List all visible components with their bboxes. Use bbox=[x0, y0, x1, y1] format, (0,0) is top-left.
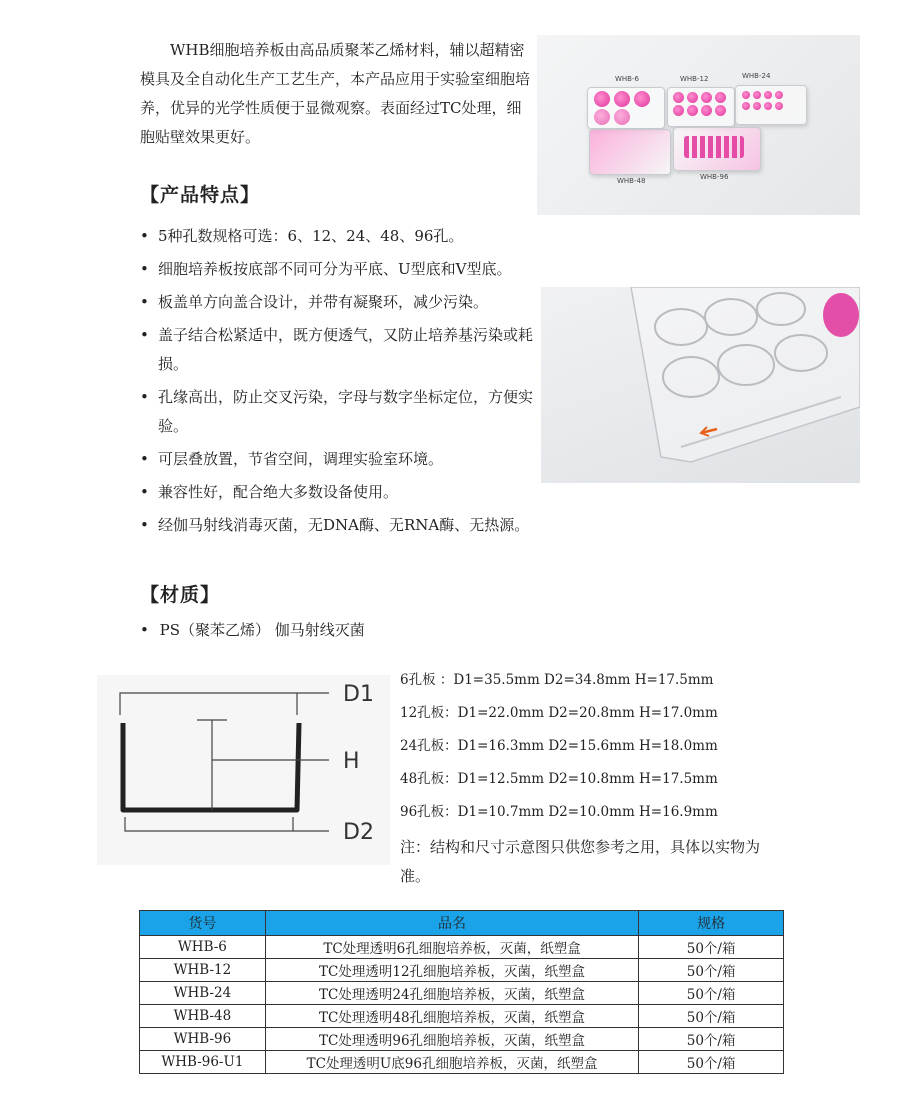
label-d2: D2 bbox=[343, 820, 374, 845]
dimension-specs bbox=[400, 664, 780, 891]
intro-paragraph: WHB细胞培养板由高品质聚苯乙烯材料，辅以超精密模具及全自动化生产工艺生产，本产品应用于实验室细胞培养，优异的光学性质便于显微观察。表面经过TC处理，细胞贴壁效果更好。 bbox=[140, 41, 531, 146]
well-closeup-illustration bbox=[541, 287, 860, 483]
cell-spec: 50个/箱 bbox=[639, 982, 784, 1005]
cell-product-name: TC处理透明48孔细胞培养板，灭菌，纸塑盒 bbox=[265, 1005, 638, 1028]
cell-product-name: TC处理透明6孔细胞培养板，灭菌，纸塑盒 bbox=[265, 936, 638, 959]
feature-item: • 兼容性好，配合绝大多数设备使用。 bbox=[140, 483, 399, 501]
table-row bbox=[140, 936, 784, 959]
spec-row: 12孔板：D1=22.0mm D2=20.8mm H=17.0mm bbox=[400, 705, 718, 721]
cell-product-name: TC处理透明12孔细胞培养板，灭菌，纸塑盒 bbox=[265, 959, 638, 982]
features-list bbox=[140, 222, 540, 544]
photo-label-whb-96: WHB-96 bbox=[700, 173, 729, 181]
cell-sku: WHB-96 bbox=[140, 1028, 266, 1051]
cell-sku: WHB-48 bbox=[140, 1005, 266, 1028]
table-row bbox=[140, 1005, 784, 1028]
label-d1: D1 bbox=[343, 682, 374, 707]
cell-spec: 50个/箱 bbox=[639, 1028, 784, 1051]
photo-label-whb-24: WHB-24 bbox=[742, 72, 771, 80]
table-row bbox=[140, 959, 784, 982]
feature-item: • 细胞培养板按底部不同可分为平底、U型底和V型底。 bbox=[140, 260, 512, 278]
cell-sku: WHB-12 bbox=[140, 959, 266, 982]
spec-row: 6孔板 ：D1=35.5mm D2=34.8mm H=17.5mm bbox=[400, 672, 714, 688]
feature-item: • 可层叠放置，节省空间，调理实验室环境。 bbox=[140, 450, 444, 468]
spec-row: 24孔板：D1=16.3mm D2=15.6mm H=18.0mm bbox=[400, 738, 718, 754]
dimension-diagram bbox=[97, 675, 390, 865]
feature-item: • 经伽马射线消毒灭菌，无DNA酶、无RNA酶、无热源。 bbox=[140, 516, 530, 534]
feature-item: • 5种孔数规格可选：6、12、24、48、96孔。 bbox=[140, 227, 464, 245]
cell-spec: 50个/箱 bbox=[639, 959, 784, 982]
spec-row: 96孔板：D1=10.7mm D2=10.0mm H=16.9mm bbox=[400, 804, 718, 820]
cell-product-name: TC处理透明96孔细胞培养板，灭菌，纸塑盒 bbox=[265, 1028, 638, 1051]
material-title: 【材质】 bbox=[140, 584, 221, 606]
table-row bbox=[140, 1051, 784, 1074]
feature-item: • 板盖单方向盖合设计，并带有凝聚环，减少污染。 bbox=[140, 293, 489, 311]
spec-row: 48孔板：D1=12.5mm D2=10.8mm H=17.5mm bbox=[400, 771, 718, 787]
product-photo-plates bbox=[537, 35, 860, 215]
cell-spec: 50个/箱 bbox=[639, 936, 784, 959]
table-header-row bbox=[140, 911, 784, 936]
product-photo-closeup bbox=[541, 287, 860, 483]
cell-spec: 50个/箱 bbox=[639, 1005, 784, 1028]
well-cross-section bbox=[97, 675, 390, 865]
cell-product-name: TC处理透明24孔细胞培养板，灭菌，纸塑盒 bbox=[265, 982, 638, 1005]
cell-sku: WHB-96-U1 bbox=[140, 1051, 266, 1074]
table-row bbox=[140, 1028, 784, 1051]
header-spec: 规格 bbox=[639, 911, 784, 936]
cell-sku: WHB-24 bbox=[140, 982, 266, 1005]
photo-label-whb-48: WHB-48 bbox=[617, 177, 646, 185]
photo-label-whb-6: WHB-6 bbox=[615, 75, 639, 83]
features-title: 【产品特点】 bbox=[140, 184, 261, 206]
cell-sku: WHB-6 bbox=[140, 936, 266, 959]
header-product-name: 品名 bbox=[265, 911, 638, 936]
photo-label-whb-12: WHB-12 bbox=[680, 75, 709, 83]
label-h: H bbox=[343, 749, 360, 774]
spec-note: 注：结构和尺寸示意图只供您参考之用，具体以实物为准。 bbox=[400, 838, 761, 885]
cell-spec: 50个/箱 bbox=[639, 1051, 784, 1074]
cell-product-name: TC处理透明U底96孔细胞培养板，灭菌，纸塑盒 bbox=[265, 1051, 638, 1074]
feature-item: • 孔缘高出，防止交叉污染，字母与数字坐标定位，方便实验。 bbox=[140, 388, 534, 435]
table-row bbox=[140, 982, 784, 1005]
header-sku: 货号 bbox=[140, 911, 266, 936]
material-item: • PS（聚苯乙烯） 伽马射线灭菌 bbox=[140, 621, 365, 639]
product-table bbox=[139, 910, 784, 1074]
feature-item: • 盖子结合松紧适中，既方便透气，又防止培养基污染或耗损。 bbox=[140, 326, 534, 373]
